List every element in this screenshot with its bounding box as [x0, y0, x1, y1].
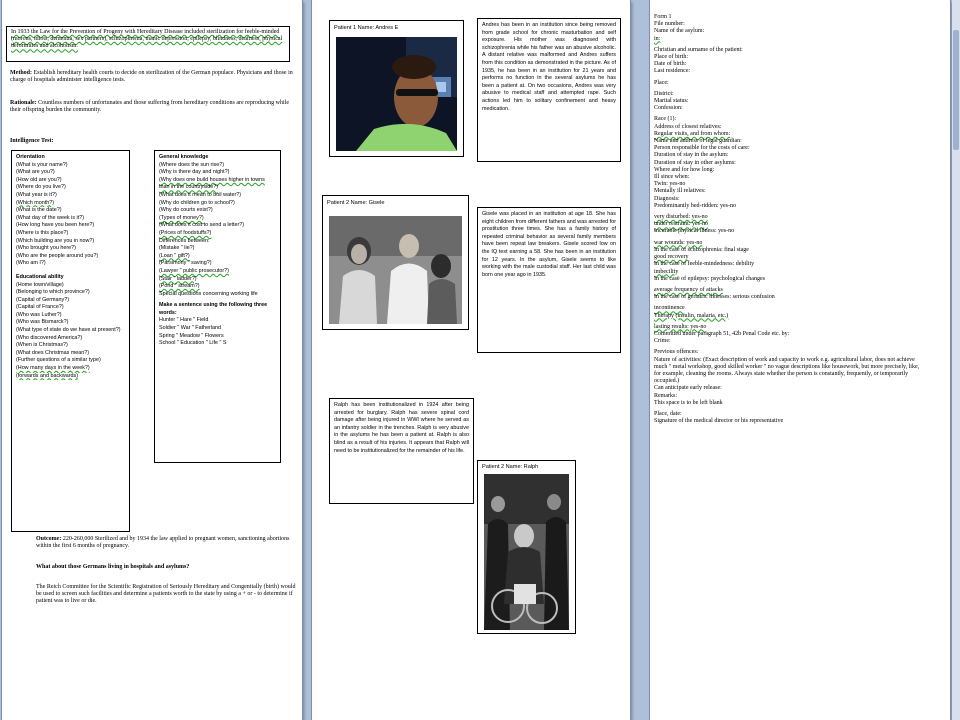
list-item: (Types of money?) [159, 214, 204, 221]
list-item: (How long have you been here?) [16, 222, 95, 229]
form-line: Form 1 [654, 14, 672, 20]
list-item: (Lawyer " public prosecutor?) [159, 267, 229, 274]
form-line: Duration of stay in other asylums: [654, 159, 736, 166]
list-item: (Parsimony " saving?) [159, 260, 212, 267]
form-line: in: [654, 35, 661, 42]
form-line: Marital status: [654, 98, 689, 105]
intro-text: In 1933 the Law for the Prevention of Progeny with Hereditary Disease included sterilization for feeble-minded (morons, idiots, dementia, sex partners), schizophrenia, manic depression, epilepsy, blindness, deafness, physical deformities and alcoholism. [11, 29, 283, 50]
educational-heading: Educational ability [16, 273, 64, 280]
general-knowledge-heading: General knowledge [159, 154, 209, 160]
general-knowledge-list [159, 162, 276, 299]
patient2-description [477, 207, 621, 353]
form-line: Remarks: [654, 392, 677, 399]
form-line: Race (1): [654, 116, 677, 123]
orientation-list [16, 162, 125, 268]
sentence-list [159, 317, 276, 347]
list-item: (Who was Luther?) [16, 311, 62, 318]
form-line: In the case of geriatric illnesses: serious confusion [654, 294, 775, 301]
form-line: File number: [654, 21, 685, 28]
form-line: Regular visits, and from whom: [654, 130, 731, 137]
right-page [650, 0, 950, 720]
rationale-paragraph [10, 100, 294, 114]
list-item: (Why does one build houses higher in towns than in the countryside?) [159, 176, 265, 191]
outcome-label: Outcome: [36, 536, 62, 542]
scrollbar-thumb[interactable] [953, 30, 959, 150]
patient2-text: Gisele was placed in an institution at age 18. She has eight children from different fathers and was arrested for prostitution three times. She has a family history of repeated criminal behavior as several family members have been repeat law breakers. Gisele scored low on the IQ test earning a 58. She has been in an institution for 12 years. In the asylum, Gisele seems to like working with the male custodial staff. Her last child was born one year ago in 1935. [482, 211, 616, 278]
form-line: very disturbed: yes-no [654, 214, 708, 221]
form-line: District: [654, 90, 674, 97]
form-line: Signature of the medical director or his representative [654, 418, 784, 425]
list-item: (Home town/village) [16, 281, 64, 288]
patient1-text: Andres has been in an institution since being removed from grade school for chronic masturbation and self exposure. His mother was diagnosed with schizophrenia while his father was an abusive alcoholic. A distant relative was malformed and Andres suffers from this condition as demonstrated in the picture. As of 1935, he has been in an institution for 21 years and performs no function in the several asylums he has been a patient at. On two occasions, Andres was very abusive to medical staff and attempted rape. Such actions led him to solitary confinement and heavy medication. [482, 22, 616, 112]
list-item: (Who brought you here?) [16, 245, 76, 252]
patient3-image [484, 474, 569, 630]
list-item: (Which building are you in now?) [16, 237, 95, 244]
form-line: Can anticipate early release: [654, 385, 722, 392]
left-page [2, 0, 302, 720]
list-item: Differences between: [159, 237, 210, 244]
patient2-photo [329, 216, 462, 324]
method-label: Method: [10, 70, 32, 76]
list-item: (What is the date?) [16, 207, 62, 214]
list-item: (Loan " gift?) [159, 252, 190, 259]
form-line: This space is to be left blank [654, 399, 723, 406]
form-line: Duration of stay in the asylum: [654, 152, 729, 159]
form-line: Christian and surname of the patient: [654, 46, 743, 53]
list-item: (What does Christmas mean?) [16, 349, 90, 356]
list-item: (Why do children go to school?) [159, 199, 235, 206]
list-item: (What is your name?) [16, 161, 68, 168]
list-item: (What type of state do we have at present?) [16, 327, 121, 334]
form-line: Address of closest relatives: [654, 123, 722, 130]
form-line: Place, date: [654, 410, 682, 417]
list-item: (What day of the week is it?) [16, 214, 85, 221]
form-line: In the case of schizophrenia: final stage [654, 246, 749, 253]
list-item: (Further questions of a similar type) [16, 357, 101, 364]
list-item: (What does it cost to send a letter?) [159, 222, 245, 229]
form-line: Name of the asylum: [654, 28, 705, 35]
form-line: Where and for how long: [654, 166, 715, 173]
asylum-question: What about those Germans living in hospitals and asylums? [36, 564, 190, 570]
form-line: Mentally ill relatives: [654, 188, 706, 195]
form-line: lasting results: yes-no [654, 323, 707, 330]
list-item: Soldier " War " Fatherland [159, 325, 222, 332]
form-line: Committed under paragraph 51, 42b Penal Code etc. by: [654, 330, 790, 337]
educational-list [16, 282, 125, 381]
patient1-description [477, 18, 621, 162]
form-line: Predominantly bed-ridden: yes-no [654, 202, 736, 209]
list-item: (Why do courts exist?) [159, 207, 213, 214]
form-line: under restraint: yes-no [654, 221, 708, 228]
form-line: Place: [654, 79, 669, 86]
form-line: imbecility [654, 268, 679, 275]
form-line: Date of birth: [654, 61, 687, 68]
form-line: Confession: [654, 105, 683, 112]
patient1-caption: Patient 1 Name: Andres E [334, 25, 399, 31]
rationale-text: Countless numbers of unfortunates and those suffering from hereditary conditions are reproducing while their offspring burden the community. [10, 100, 289, 114]
list-item: Spring " Meadow " Flowers [159, 332, 224, 339]
patient2-image [329, 216, 462, 324]
form-line: good recovery [654, 254, 689, 261]
form-line: In the case of epilepsy: psychological changes [654, 275, 765, 282]
patient1-photo [336, 37, 457, 151]
list-item: Special questions concerning working life [159, 290, 258, 297]
form-line: Name and address of legal guardian: [654, 138, 742, 145]
middle-page [312, 0, 630, 720]
list-item: (Capital of Germany?) [16, 296, 70, 303]
general-knowledge-column [154, 150, 281, 463]
form-line: Place of birth: [654, 54, 688, 61]
patient3-caption: Patient 2 Name: Ralph [482, 464, 539, 470]
list-item: Hunter " Hare " Field [159, 317, 209, 324]
outcome-paragraph [36, 536, 298, 550]
list-item: (Prices of foodstuffs?) [159, 229, 212, 236]
patient1-card [329, 20, 464, 157]
form-line: Twin: yes-no [654, 181, 686, 188]
list-item: (What are you?) [16, 169, 55, 176]
form-line: Person responsible for the costs of care: [654, 145, 750, 152]
list-item: (How many days in the week?) [16, 365, 90, 372]
list-item: (Who discovered America?) [16, 334, 83, 341]
form-line: average frequency of attacks [654, 286, 723, 293]
list-item: (What year is it?) [16, 191, 57, 198]
form-line: Previous offences: [654, 349, 699, 356]
list-item: (Mistake " lie?) [159, 245, 195, 252]
form-line: In the case of feeble-mindedness: debility [654, 261, 755, 268]
list-item: (Where is this place?) [16, 229, 69, 236]
list-item: (What does it mean to boil water?) [159, 191, 242, 198]
outcome-text: 220-260,000 Sterilized and by 1934 the law applied to pregnant women, sanctioning abortions within the first 6 months of pregnancy. [36, 536, 290, 550]
form-line: Crime: [654, 338, 671, 345]
form-line: Last residence: [654, 68, 691, 75]
list-item: (Which month?) [16, 199, 55, 206]
method-paragraph [10, 70, 294, 84]
list-item: (Belonging to which province?) [16, 289, 90, 296]
patient3-photo [484, 474, 569, 630]
patient2-caption: Patient 2 Name: Gisele [327, 200, 385, 206]
rationale-label: Rationale: [10, 100, 37, 106]
list-item: (How old are you?) [16, 176, 62, 183]
intelligence-test-heading: Intelligence Test: [10, 138, 54, 144]
vertical-scrollbar[interactable] [952, 0, 960, 720]
list-item: (Pond " stream?) [159, 283, 200, 290]
list-item: (Who was Bismarck?) [16, 319, 69, 326]
reich-committee-paragraph: The Reich Committee for the Scientific Registration of Seriously Hereditary and Congenitally (birth) would be used to screen such facilities and determine a patients worth to the state by using a + or - to determine if patient was to live or die. [36, 584, 296, 605]
form-line: incontinence [654, 305, 685, 312]
list-item: School " Education " Life " S [159, 340, 227, 347]
form-line: Nature of activities: (Exact description of work and capacity to work e.g. agricultural labor, does not achieve much " metal workshop, good skilled worker " no vague descriptions like housework, but more precisely, like, for example, cleaning the rooms. Always state whether the person is constantly, frequently, or temporarily occupied.) [654, 356, 920, 385]
form-line: Ill since when: [654, 174, 690, 181]
patient1-image [336, 37, 457, 151]
list-item: (Capital of France?) [16, 304, 64, 311]
asylum-registration-form [654, 14, 922, 425]
patient3-text: Ralph has been institutionalized in 1924 after being arrested for burglary. Ralph has severe spinal cord damage after being injured in WWI where he served as an infantry soldier in the trenches. Ralph is very abusive in the asylums he has been a patient at. Ralph is also blind as a result of his injuries. It appears that Ralph will need to be institutionalized for the remainder of his life. [334, 402, 469, 454]
form-line: war wounds: yes-no [654, 239, 703, 246]
patient2-card [322, 195, 469, 330]
list-item: (Who are the people around you?) [16, 252, 99, 259]
patient3-card [477, 460, 576, 634]
method-text: Establish hereditary health courts to decide on sterilization of the German populace. Physicians and those in charge of hospitals administer intelligence tests. [10, 70, 293, 84]
list-item: (Why is there day and night?) [159, 169, 230, 176]
list-item: (Where does the sun rise?) [159, 161, 225, 168]
list-item: (forwards and backwards) [16, 372, 79, 379]
sentence-heading: Make a sentence using the following three words: [159, 302, 268, 316]
form-line: Incurable physical illness: yes-no [654, 228, 735, 235]
form-line: Diagnosis: [654, 195, 680, 202]
list-item: (Where do you live?) [16, 184, 66, 191]
intro-box [6, 26, 290, 62]
list-item: (Stair " ladder?) [159, 275, 197, 282]
orientation-column [11, 150, 130, 532]
list-item: (When is Christmas?) [16, 342, 68, 349]
form-line: Therapy (insulin, malaria, etc.) [654, 312, 729, 319]
patient3-description [329, 398, 474, 504]
orientation-heading: Orientation [16, 154, 45, 160]
list-item: (Who am I?) [16, 260, 46, 267]
